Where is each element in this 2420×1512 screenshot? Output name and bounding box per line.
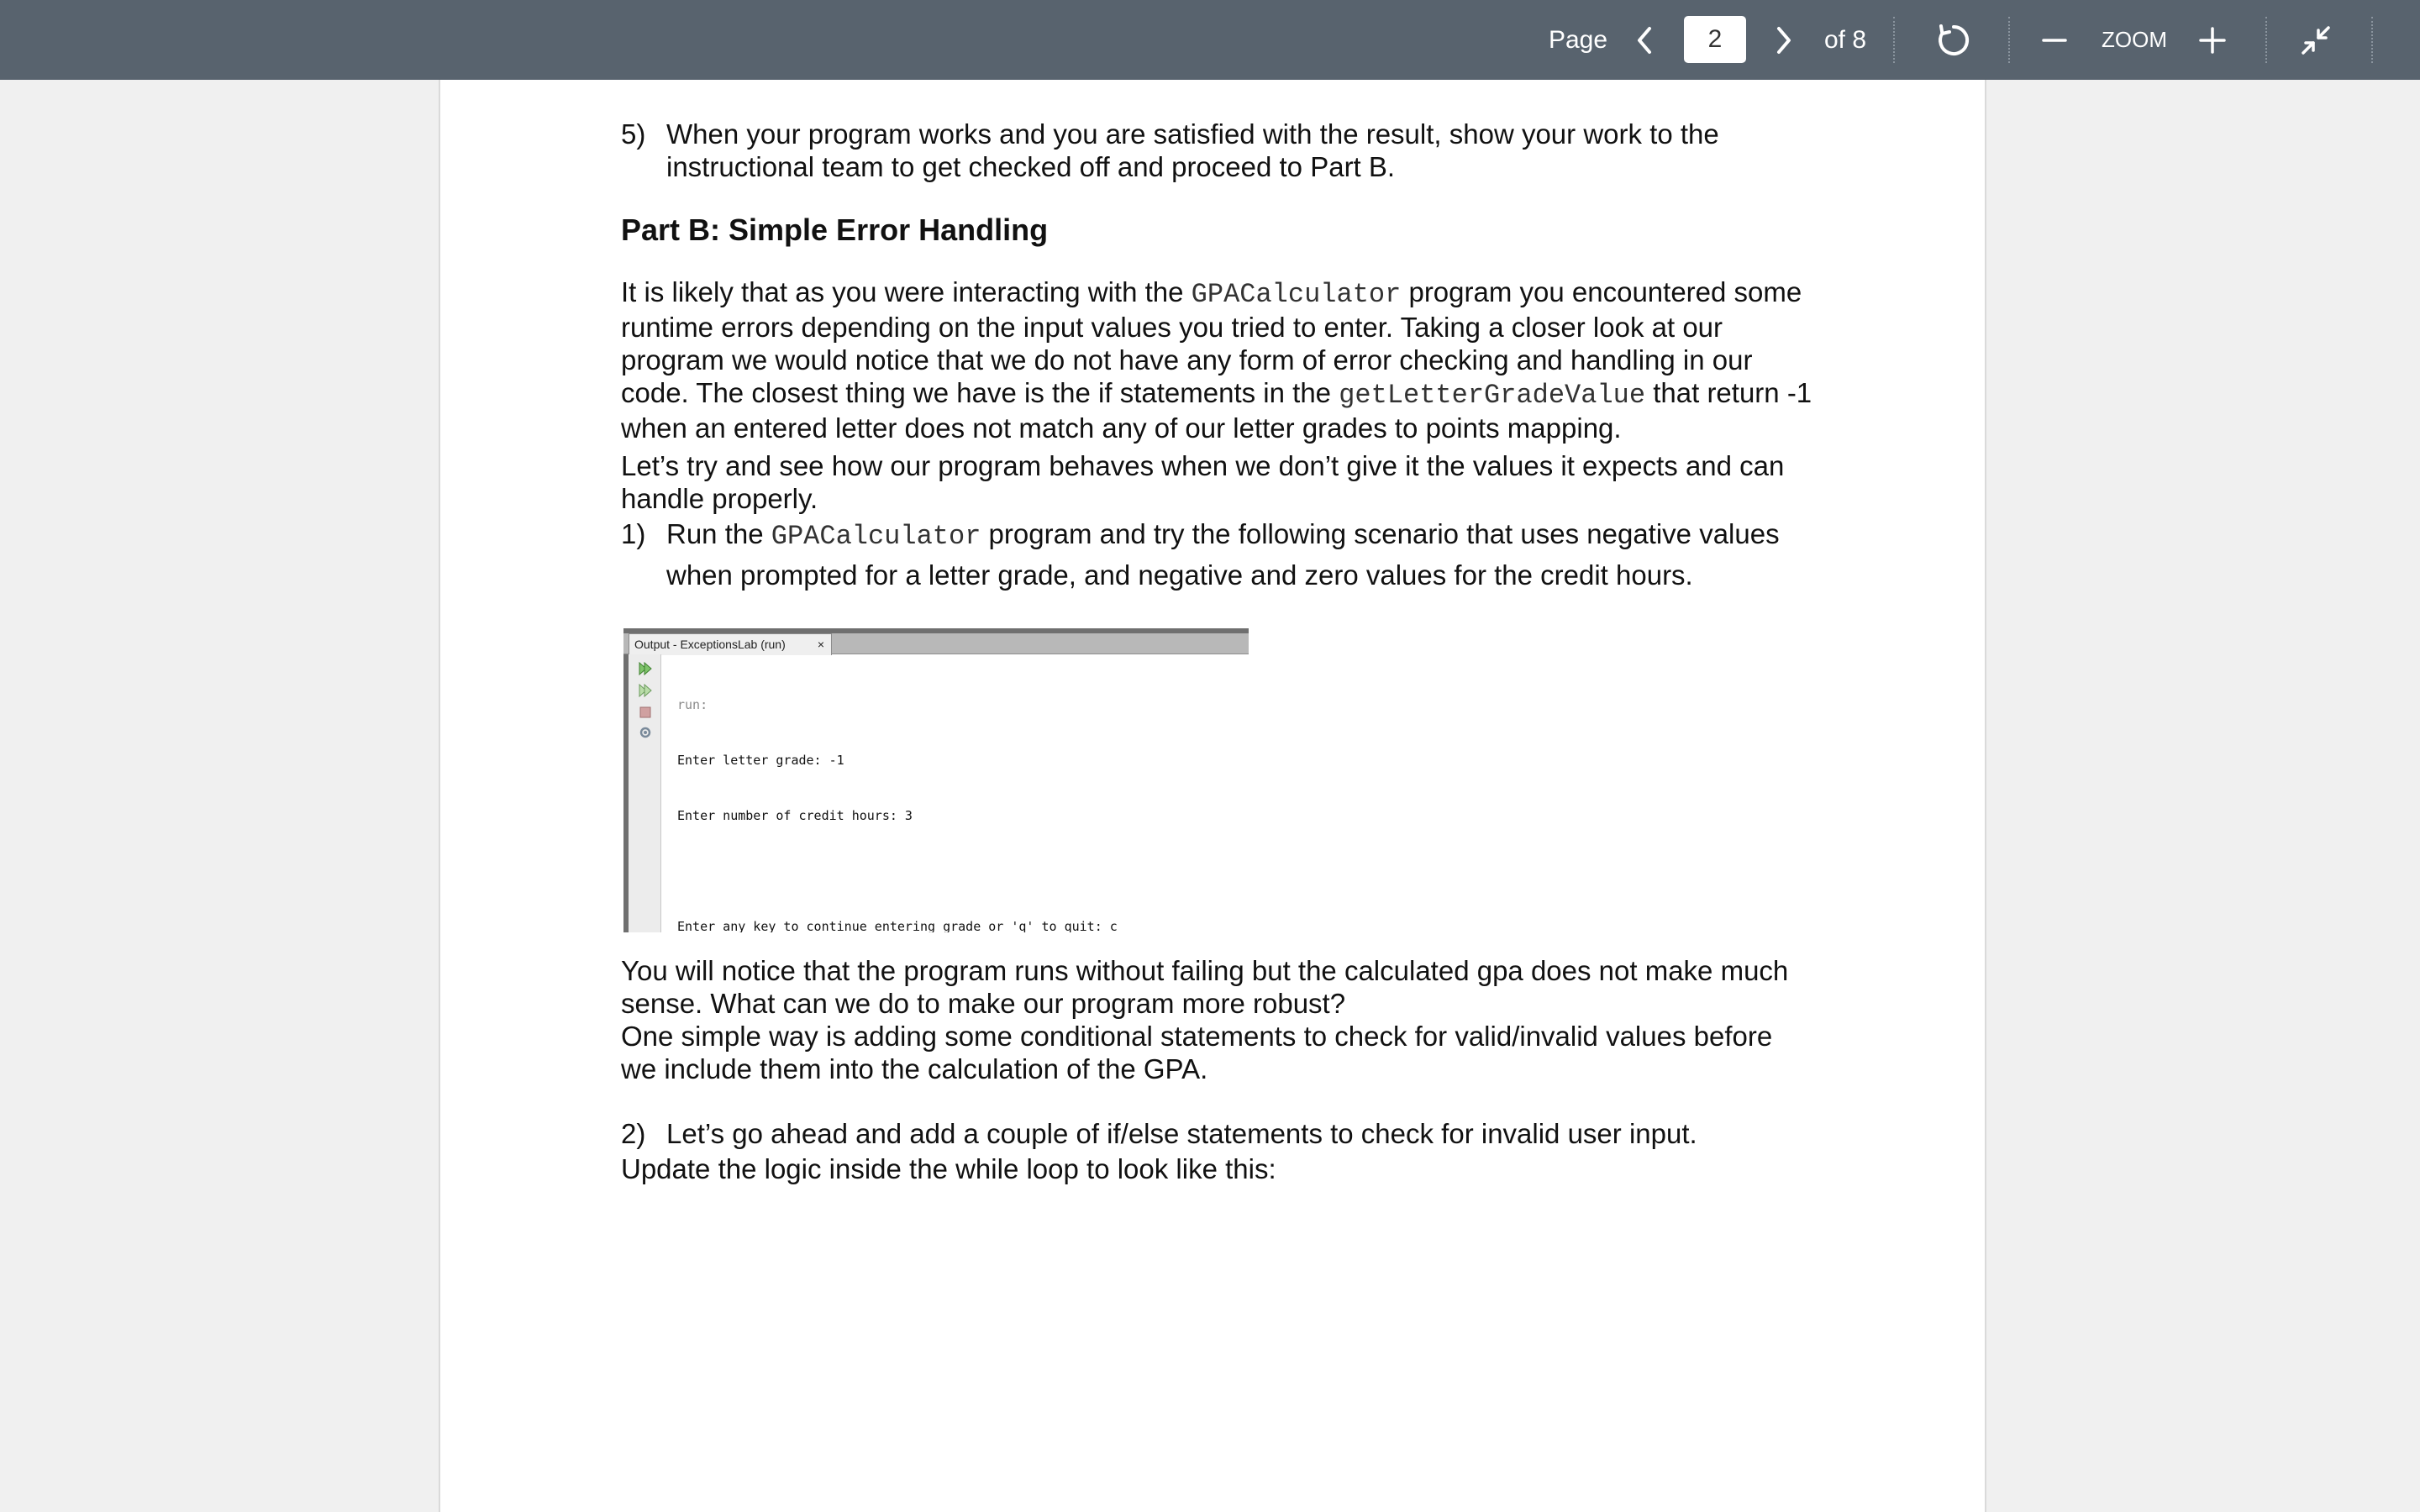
rotate-button[interactable] bbox=[1928, 0, 1979, 80]
zoom-label: ZOOM bbox=[2102, 27, 2167, 52]
stop-icon bbox=[638, 705, 653, 720]
rotate-icon bbox=[1935, 22, 1972, 59]
paragraph-text: It is likely that as you were interacting with the bbox=[621, 276, 1192, 307]
toolbar-divider bbox=[2008, 17, 2010, 63]
toolbar-divider bbox=[1893, 17, 1895, 63]
console-line: run: bbox=[677, 697, 708, 712]
toolbar-divider bbox=[2265, 17, 2267, 63]
chevron-left-icon bbox=[1634, 25, 1655, 55]
exit-fullscreen-button[interactable] bbox=[2292, 0, 2339, 80]
paragraph-text: that return -1 when an entered letter does not match any of our letter grades to points mapping. bbox=[621, 377, 1812, 444]
code-term: GPACalculator bbox=[1191, 279, 1402, 310]
step-number: 5) bbox=[621, 118, 646, 150]
step-text: When your program works and you are satisfied with the result, show your work to the instructional team to get checked off and proceed to Part B. bbox=[666, 118, 1719, 182]
plus-icon bbox=[2198, 26, 2227, 55]
ide-output-tab bbox=[629, 633, 832, 655]
code-term: getLetterGradeValue bbox=[1339, 380, 1646, 411]
step-2 bbox=[621, 1116, 1814, 1152]
chevron-right-icon bbox=[1774, 25, 1794, 55]
previous-page-button[interactable] bbox=[1626, 0, 1663, 80]
close-icon: × bbox=[817, 638, 824, 651]
step-number: 1) bbox=[621, 518, 646, 549]
ide-tab-title: Output - ExceptionsLab (run) bbox=[634, 638, 786, 651]
toolbar-divider bbox=[2371, 17, 2373, 63]
minus-icon bbox=[2041, 27, 2068, 54]
step-text-part: program and try the following scenario that uses negative values when prompted for a letter grade, and negative and zero values for the credit hours. bbox=[666, 518, 1780, 591]
console-line bbox=[677, 862, 1249, 880]
intro-paragraph bbox=[621, 276, 1814, 444]
step-1 bbox=[621, 515, 1814, 595]
step-text bbox=[666, 515, 1814, 595]
step-text-part: Run the bbox=[666, 518, 771, 549]
code-term: GPACalculator bbox=[771, 521, 981, 552]
notice-paragraph: You will notice that the program runs without failing but the calculated gpa does not make much sense. What can we do to make our program more robust? bbox=[621, 955, 1789, 1019]
lets-try-paragraph: Let’s try and see how our program behaves when we don’t give it the values it expects and can handle properly. bbox=[621, 450, 1785, 514]
pdf-toolbar bbox=[0, 0, 2420, 80]
settings-icon bbox=[638, 725, 653, 740]
solution-paragraph: One simple way is adding some conditional statements to check for valid/invalid values before we include them into the calculation of the GPA. bbox=[621, 1021, 1773, 1084]
total-pages-label: of 8 bbox=[1823, 25, 1867, 54]
ide-console-output bbox=[677, 659, 1249, 932]
ide-gutter bbox=[629, 654, 661, 932]
console-line: Enter letter grade: -1 bbox=[677, 753, 844, 768]
paragraph-text: program you encountered some runtime errors depending on the input values you tried to enter. Taking a closer look at our program we would notice that we do not have any form of error checking and handling in our code. The closest thing we have is the if statements in the bbox=[621, 276, 1802, 408]
rerun-icon bbox=[638, 661, 653, 676]
ide-output-screenshot bbox=[623, 628, 1249, 932]
step-number: 2) bbox=[621, 1118, 646, 1149]
page-number-input[interactable] bbox=[1684, 16, 1746, 63]
console-line: Enter any key to continue entering grade or 'q' to quit: c bbox=[677, 919, 1118, 932]
collapse-icon bbox=[2299, 24, 2333, 57]
zoom-in-button[interactable] bbox=[2191, 0, 2234, 80]
console-line: Enter number of credit hours: 3 bbox=[677, 808, 913, 823]
section-heading: Part B: Simple Error Handling bbox=[621, 213, 1049, 247]
next-page-button[interactable] bbox=[1765, 0, 1802, 80]
page-label: Page bbox=[1548, 25, 1608, 54]
rerun-with-params-icon bbox=[638, 683, 653, 698]
step-text: Let’s go ahead and add a couple of if/else statements to check for invalid user input. bbox=[666, 1118, 1697, 1149]
update-paragraph: Update the logic inside the while loop to look like this: bbox=[621, 1153, 1276, 1184]
step-5 bbox=[621, 118, 1814, 183]
zoom-out-button[interactable] bbox=[2033, 0, 2075, 80]
